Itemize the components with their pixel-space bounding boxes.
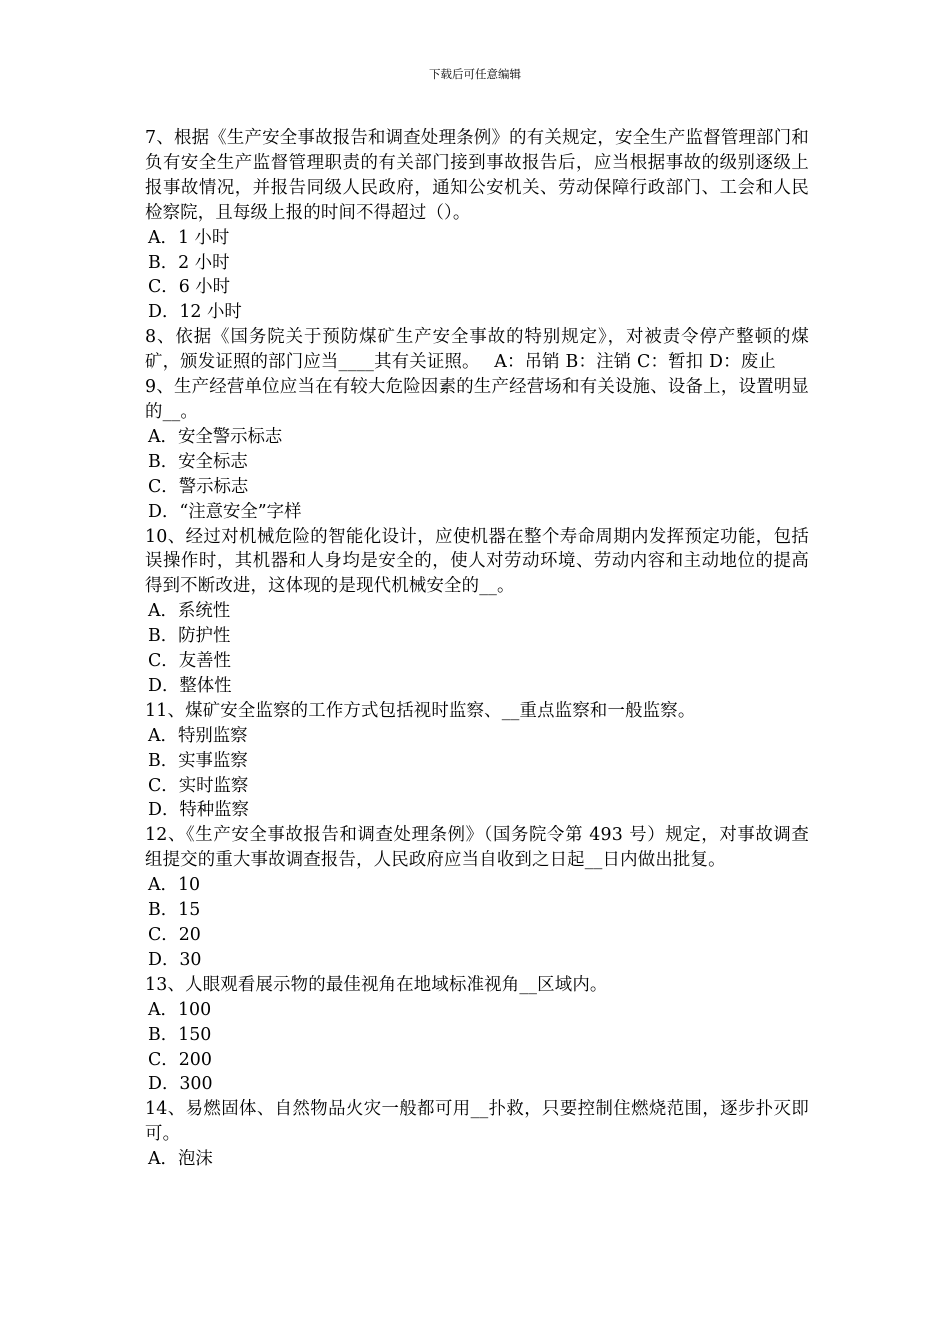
question-13: 13、人眼观看展示物的最佳视角在地域标准视角__区域内。: [145, 974, 608, 995]
question-14: 14、易燃固体、自然物品火灾一般都可用__扑救，只要控制住燃烧范围，逐步扑灭即可。: [145, 1099, 809, 1145]
question-13-option-d: D．300: [148, 1074, 213, 1095]
question-7-option-b: B．2 小时: [148, 252, 230, 273]
question-13-option-a: A．100: [148, 999, 212, 1020]
question-10-option-d: D．整体性: [148, 675, 232, 696]
question-11: 11、煤矿安全监察的工作方式包括视时监察、__重点监察和一般监察。: [145, 700, 696, 721]
question-10-option-c: C．友善性: [148, 651, 231, 672]
question-9-option-c: C．警示标志: [148, 476, 249, 497]
question-7-option-c: C．6 小时: [148, 277, 231, 298]
question-7-option-a: A．1 小时: [148, 227, 230, 248]
question-10-option-b: B．防护性: [148, 626, 231, 647]
question-13-option-c: C．200: [148, 1049, 212, 1070]
question-9: 9、生产经营单位应当在有较大危险因素的生产经营场和有关设施、设备上，设置明显的__。: [145, 377, 809, 422]
question-11-option-c: C．实时监察: [148, 775, 249, 796]
question-7: 7、根据《生产安全事故报告和调查处理条例》的有关规定，安全生产监督管理部门和负有安全生产监督管理职责的有关部门接到事故报告后，应当根据事故的级别逐级上报事故情况，并报告同级人民政府，通知公安机关、劳动保障行政部门、工会和人民检察院，且每级上报的时间不得超过（）。: [145, 128, 809, 223]
question-9-option-b: B．安全标志: [148, 451, 248, 472]
question-11-option-a: A．特别监察: [148, 725, 248, 746]
question-9-option-d: D．“注意安全”字样: [148, 501, 302, 522]
question-14-option-a: A．泡沫: [148, 1149, 213, 1170]
question-7-option-d: D．12 小时: [148, 302, 242, 323]
question-9-option-a: A．安全警示标志: [148, 426, 283, 447]
question-11-option-b: B．实事监察: [148, 750, 248, 771]
question-8: 8、依据《国务院关于预防煤矿生产安全事故的特别规定》，对被责令停产整顿的煤矿，颁发证照的部门应当____其有关证照。 A：吊销 B：注销 C：暂扣 D：废止: [145, 327, 809, 373]
question-12-option-b: B．15: [148, 900, 201, 921]
question-list: [145, 126, 809, 1172]
question-10: 10、经过对机械危险的智能化设计，应使机器在整个寿命周期内发挥预定功能，包括误操作时，其机器和人身均是安全的，使人对劳动环境、劳动内容和主动地位的提高得到不断改进，这体现的是现代机械安全的__。: [145, 526, 809, 597]
question-10-option-a: A．系统性: [148, 601, 231, 622]
question-13-option-b: B．150: [148, 1024, 212, 1045]
question-12-option-c: C．20: [148, 925, 201, 945]
page-header: 下载后可任意编辑: [429, 67, 521, 81]
question-12-option-d: D．30: [148, 949, 202, 970]
question-12-option-a: A．10: [148, 875, 201, 896]
question-12: 12、《生产安全事故报告和调查处理条例》（国务院令第 493 号）规定，对事故调查组提交的重大事故调查报告，人民政府应当自收到之日起__日内做出批复。: [145, 825, 809, 871]
question-11-option-d: D．特种监察: [148, 800, 249, 821]
